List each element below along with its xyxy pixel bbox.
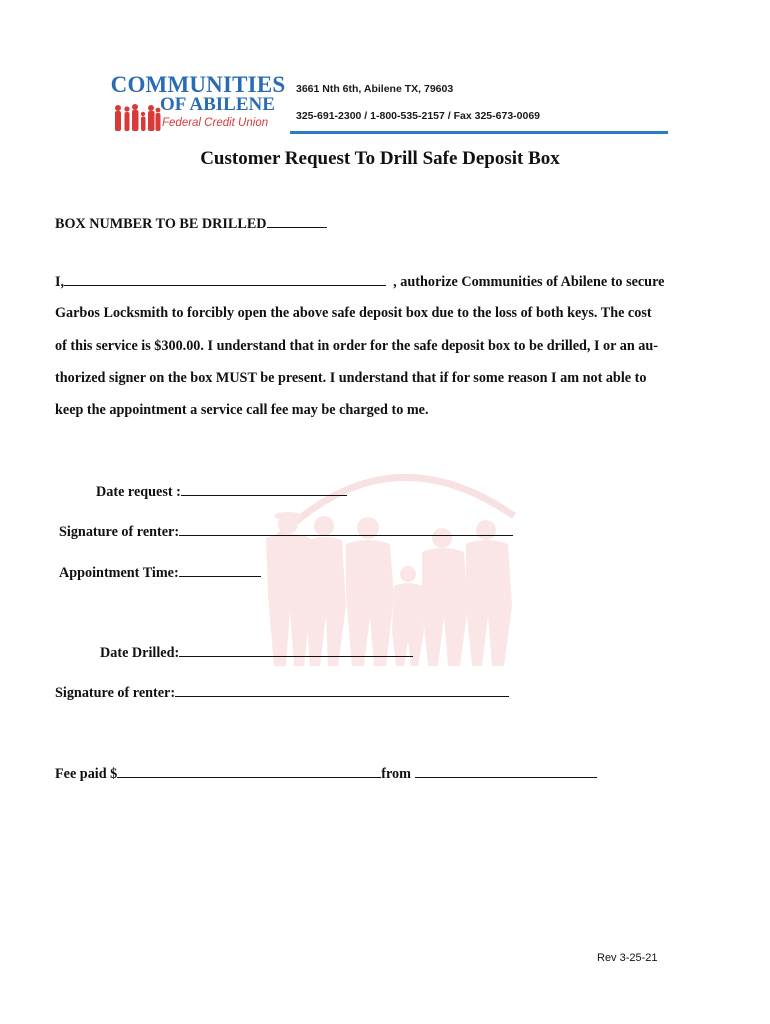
- signature-field-1[interactable]: [179, 522, 513, 536]
- logo-line-3: Federal Credit Union: [162, 117, 269, 129]
- address-text: 3661 Nth 6th, Abilene TX, 79603: [296, 83, 454, 95]
- box-number-label: BOX NUMBER TO BE DRILLED: [55, 216, 267, 232]
- signature-field-2[interactable]: [175, 683, 509, 697]
- logo-line-2: OF ABILENE: [160, 94, 275, 115]
- appointment-label: Appointment Time:: [59, 565, 179, 581]
- date-request-row: [96, 482, 347, 501]
- date-request-field[interactable]: [181, 482, 347, 496]
- box-number-row: [55, 214, 327, 233]
- logo-line-1: COMMUNITIES: [110, 72, 286, 97]
- paragraph-line: thorized signer on the box MUST be present. I understand that if for some reason I am not able to: [55, 370, 647, 386]
- fee-from-field[interactable]: [415, 764, 597, 778]
- signature-row-1: [59, 522, 513, 541]
- fee-row: [55, 764, 597, 783]
- paragraph-line: of this service is $300.00. I understand that in order for the safe deposit box to be drilled, I or an au-: [55, 338, 658, 354]
- appointment-field[interactable]: [179, 563, 261, 577]
- date-drilled-field[interactable]: [179, 643, 413, 657]
- authorize-prefix: I,: [55, 274, 65, 290]
- renter-name-field[interactable]: [64, 272, 386, 286]
- phone-fax-text: 325-691-2300 / 1-800-535-2157 / Fax 325-673-0069: [296, 110, 541, 122]
- credit-union-logo: [108, 72, 288, 136]
- authorize-suffix: , authorize Communities of Abilene to secure: [393, 274, 665, 290]
- authorize-row: [55, 272, 664, 291]
- date-drilled-label: Date Drilled:: [100, 645, 180, 661]
- family-watermark-icon: [246, 446, 522, 676]
- signature-label-2: Signature of renter:: [55, 685, 176, 701]
- fee-amount-field[interactable]: [117, 764, 381, 778]
- box-number-field[interactable]: [267, 214, 327, 228]
- date-drilled-row: [100, 643, 413, 662]
- family-silhouette-icon: [112, 102, 162, 132]
- fee-label: Fee paid $: [55, 766, 118, 782]
- signature-label-1: Signature of renter:: [59, 524, 180, 540]
- header-divider: [290, 131, 668, 134]
- paragraph-line: Garbos Locksmith to forcibly open the above safe deposit box due to the loss of both keys. The cost: [55, 305, 652, 321]
- date-request-label: Date request :: [96, 484, 181, 500]
- signature-row-2: [55, 683, 509, 702]
- paragraph-line: keep the appointment a service call fee may be charged to me.: [55, 402, 429, 418]
- from-label: from: [381, 766, 411, 782]
- form-title: Customer Request To Drill Safe Deposit Box: [200, 148, 560, 169]
- revision-text: Rev 3-25-21: [597, 952, 658, 964]
- appointment-row: [59, 563, 261, 582]
